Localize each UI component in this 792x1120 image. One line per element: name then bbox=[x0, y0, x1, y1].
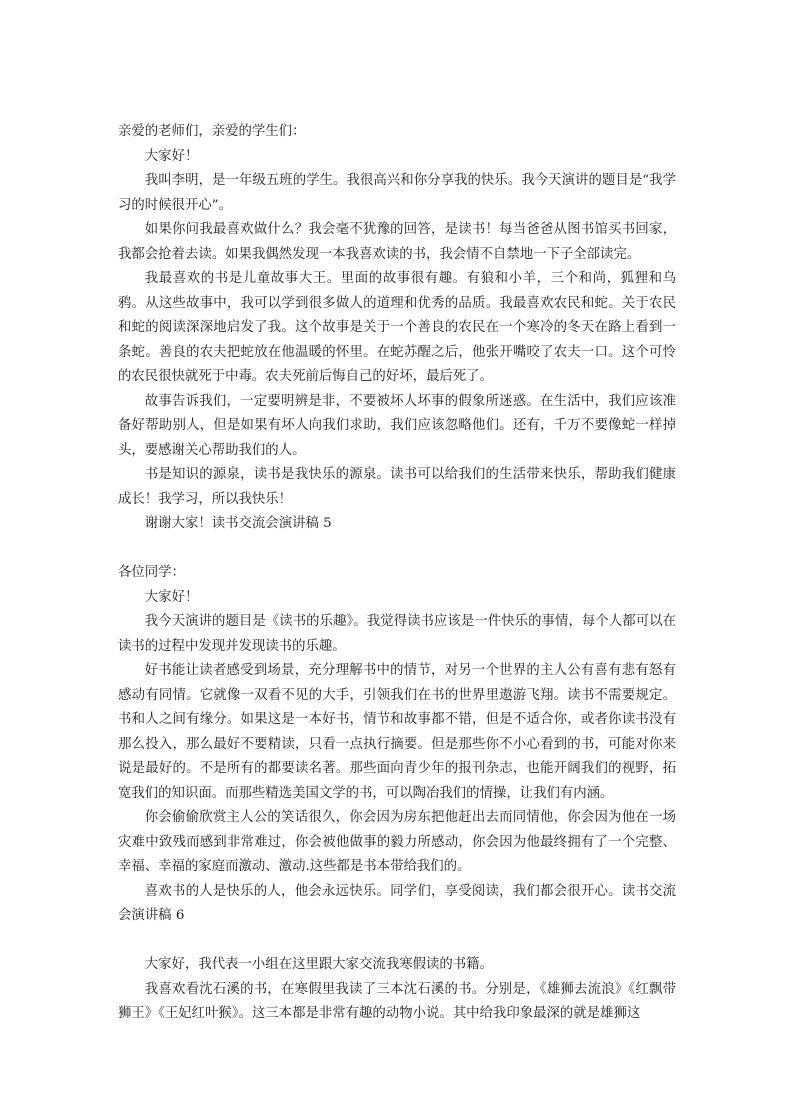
speech4-paragraph-5: 书是知识的源泉，读书是我快乐的源泉。读书可以给我们的生活带来快乐，帮助我们健康成长！我学习，所以我快乐！ bbox=[118, 467, 676, 507]
speech5-paragraph-4: 喜欢书的人是快乐的人，他会永远快乐。同学们，享受阅读，我们都会很开心。读书交流会演讲稿 6 bbox=[118, 883, 676, 923]
section-spacer bbox=[118, 929, 676, 954]
document-page bbox=[118, 120, 676, 1027]
speech5-paragraph-3: 你会偷偷欣赏主人公的笑话很久，你会因为房东把他赶出去而同情他，你会因为他在一场灾难中致残而感到非常难过，你会被他做事的毅力所感动，你会因为他最终拥有了一个完整、幸福、幸福的家庭而激动、激动.这些都是书本带给我们的。 bbox=[118, 810, 676, 874]
speech4-closing: 谢谢大家！读书交流会演讲稿 5 bbox=[144, 516, 332, 531]
speech6-paragraph-2: 我喜欢看沈石溪的书，在寒假里我读了三本沈石溪的书。分别是，《雄狮去流浪》《红飘带狮王》《王妃红叶猴》。这三本都是非常有趣的动物小说。其中给我印象最深的就是雄狮这 bbox=[118, 981, 676, 1021]
speech4-salutation: 亲爱的老师们，亲爱的学生们： bbox=[118, 124, 306, 139]
speech5-greeting: 大家好！ bbox=[144, 589, 199, 605]
speech5-salutation: 各位同学： bbox=[118, 565, 185, 580]
section-spacer bbox=[118, 537, 676, 562]
speech6-paragraph-1: 大家好，我代表一小组在这里跟大家交流我寒假读的书籍。 bbox=[144, 957, 493, 972]
speech4-greeting: 大家好！ bbox=[144, 148, 199, 164]
speech4-paragraph-1: 我叫李明，是一年级五班的学生。我很高兴和你分享我的快乐。我今天演讲的题目是“我学习的时候很开心”。 bbox=[118, 173, 676, 213]
speech5-paragraph-1: 我今天演讲的题目是《读书的乐趣》。我觉得读书应该是一件快乐的事情，每个人都可以在读书的过程中发现并发现读书的乐趣。 bbox=[118, 614, 676, 654]
speech4-paragraph-3: 我最喜欢的书是儿童故事大王。里面的故事很有趣。有狼和小羊，三个和尚，狐狸和乌鸦。从这些故事中，我可以学到很多做人的道理和优秀的品质。我最喜欢农民和蛇。关于农民和蛇的阅读深深地启发了我。这个故事是关于一个善良的农民在一个寒冷的冬天在路上看到一条蛇。善良的农夫把蛇放在他温暖的怀里。在蛇苏醒之后，他张开嘴咬了农夫一口。这个可怜的农民很快就死于中毒。农夫死前后悔自己的好坏，最后死了。 bbox=[118, 271, 676, 384]
speech4-paragraph-4: 故事告诉我们，一定要明辨是非，不要被坏人坏事的假象所迷惑。在生活中，我们应该准备好帮助别人，但是如果有坏人向我们求助，我们应该忽略他们。还有，千万不要像蛇一样掉头，要感谢关心帮助我们的人。 bbox=[118, 393, 676, 458]
speech4-paragraph-2: 如果你问我最喜欢做什么？我会毫不犹豫的回答，是读书！每当爸爸从图书馆买书回家，我都会抢着去读。如果我偶然发现一本我喜欢读的书，我会情不自禁地一下子全部读完。 bbox=[118, 222, 676, 262]
speech5-paragraph-2: 好书能让读者感受到场景，充分理解书中的情节，对另一个世界的主人公有喜有悲有怒有感动有同情。它就像一双看不见的大手，引领我们在书的世界里遨游飞翔。读书不需要规定。书和人之间有缘分。如果这是一本好书，情节和故事都不错，但是不适合你，或者你读书没有那么投入，那么最好不要精读，只看一点执行摘要。但是那些你不小心看到的书，可能对你来说是最好的。不是所有的都要读名著。那些面向青少年的报刊杂志，也能开阔我们的视野，拓宽我们的知识面。而那些精选美国文学的书，可以陶冶我们的情操，让我们有内涵。 bbox=[118, 663, 676, 801]
